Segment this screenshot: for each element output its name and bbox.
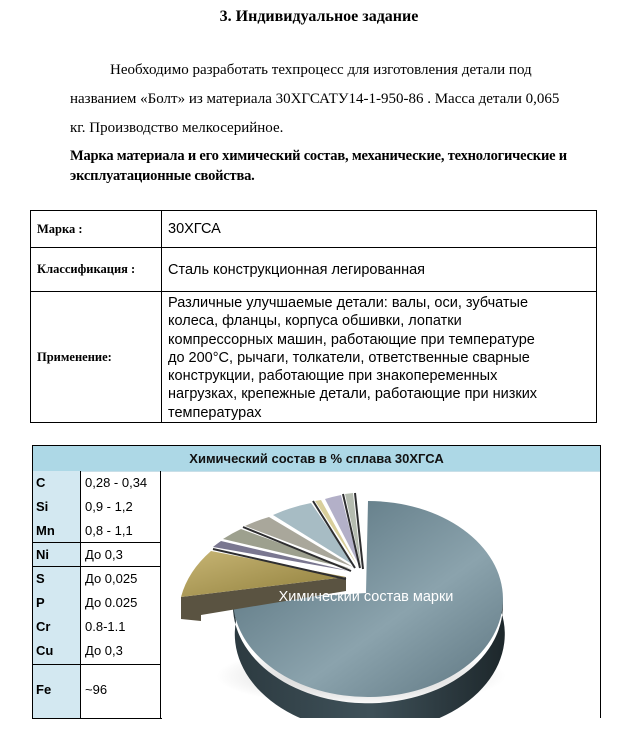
material-subheading: Марка материала и его химический состав, механические, технологические и эксплуатационные свойства. <box>70 148 567 184</box>
table-bottom-border <box>32 718 162 719</box>
element-symbol: Cu <box>36 643 54 658</box>
element-symbol: Fe <box>36 682 52 697</box>
element-percent: ~96 <box>85 682 108 697</box>
element-percent: До 0,025 <box>85 571 138 586</box>
row-divider <box>33 664 161 665</box>
material-info-table <box>30 210 597 423</box>
application-line: компрессорных машин, работающие при температуре <box>168 331 535 348</box>
table-row <box>33 675 161 705</box>
element-percent: До 0,3 <box>85 643 123 658</box>
pie-center-label: Химический состав марки <box>278 589 454 605</box>
table-row <box>33 591 161 615</box>
application-line: Различные улучшаемые детали: валы, оси, зубчатые <box>168 295 529 311</box>
classification-label: Классификация : <box>31 248 162 292</box>
element-symbol: Si <box>36 499 49 514</box>
table-row-classification <box>31 248 597 292</box>
task-paragraph-line-3: кг. Производство мелкосерийное. <box>70 120 284 136</box>
element-symbol: P <box>36 595 45 610</box>
task-paragraph-line-1: Необходимо разработать техпроцесс для изготовления детали под <box>110 62 532 78</box>
chemical-table-header: Химический состав в % сплава 30ХГСА <box>33 446 600 472</box>
element-symbol: S <box>36 571 45 586</box>
application-line: нагрузках, крепежные детали, работающие при низких <box>168 386 538 403</box>
element-percent: 0,9 - 1,2 <box>85 499 133 514</box>
composition-pie-chart <box>161 471 599 718</box>
table-row <box>33 471 161 495</box>
application-label: Применение: <box>31 292 162 423</box>
element-percent: 0.8-1.1 <box>85 619 126 634</box>
table-row-application <box>31 292 597 423</box>
task-paragraph-line-2: названием «Болт» из материала 30ХГСАТУ14-1-950-86 . Масса детали 0,065 <box>70 91 560 107</box>
grade-value: 30ХГСА <box>162 211 597 248</box>
element-symbol: Ni <box>36 547 49 562</box>
element-symbol: Mn <box>36 523 55 538</box>
table-row <box>33 543 161 567</box>
section-title: 3. Индивидуальное задание <box>219 8 419 25</box>
element-percent: 0,8 - 1,1 <box>85 523 133 538</box>
table-row <box>33 519 161 543</box>
table-row <box>33 567 161 591</box>
classification-value: Сталь конструкционная легированная <box>162 248 597 292</box>
chemical-composition-table <box>32 445 601 718</box>
element-percent: 0,28 - 0,34 <box>85 475 148 490</box>
element-percent: До 0,3 <box>85 547 123 562</box>
application-line: температурах <box>168 404 262 421</box>
table-row <box>33 495 161 519</box>
application-line: до 200°C, рычаги, толкатели, ответственные сварные <box>168 349 530 366</box>
table-row <box>33 639 161 663</box>
table-row <box>33 615 161 639</box>
application-line: колеса, фланцы, корпуса обшивки, лопатки <box>168 313 462 330</box>
element-symbol: Cr <box>36 619 51 634</box>
element-symbol: C <box>36 475 46 490</box>
grade-label: Марка : <box>31 211 162 248</box>
table-row-grade <box>31 211 597 248</box>
element-percent: До 0.025 <box>85 595 138 610</box>
application-value <box>162 292 597 423</box>
application-line: конструкции, работающие при знакопеременных <box>168 368 498 385</box>
